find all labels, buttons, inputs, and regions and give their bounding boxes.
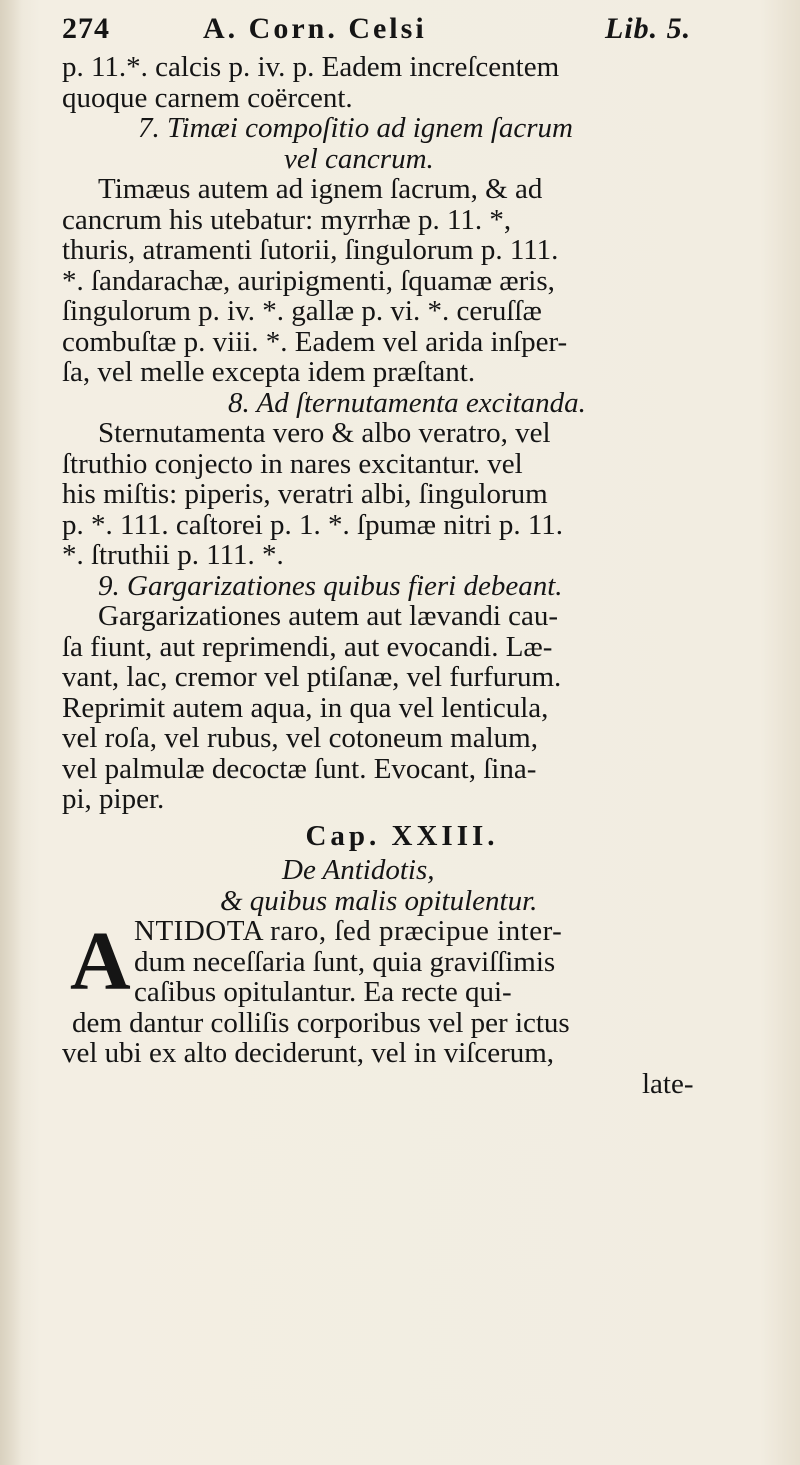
- page-number: 274: [62, 12, 110, 45]
- text-line: his miſtis: piperis, veratri albi, ſingulorum: [62, 478, 548, 510]
- text-line: *. ſtruthii p. 111. *.: [62, 539, 284, 571]
- text-line: cancrum his utebatur: myrrhæ p. 11. *,: [62, 203, 512, 236]
- chapter-opening: [62, 916, 800, 1008]
- text-line: combuſtæ p. viii. *. Eadem vel arida inſper-: [62, 325, 568, 358]
- text-line: Timæus autem ad ignem ſacrum, & ad: [98, 173, 543, 205]
- text-line: vel palmulæ decoctæ ſunt. Evocant, ſina-: [62, 752, 537, 785]
- text-line: vel roſa, vel rubus, vel cotoneum malum,: [62, 722, 538, 754]
- text-line: ſa, vel melle excepta idem præſtant.: [62, 356, 476, 388]
- section-heading-7: 7. Timæi compoſitio ad ignem ſacrum: [138, 112, 573, 144]
- text-line: Gargarizationes autem aut lævandi cau-: [98, 600, 559, 632]
- catchword: late-: [642, 1067, 694, 1100]
- text-line: dum neceſſaria ſunt, quia graviſſimis: [134, 945, 556, 978]
- text-line: ſingulorum p. iv. *. gallæ p. vi. *. ceruſſæ: [62, 295, 542, 327]
- book-number: Lib. 5.: [605, 12, 692, 45]
- chapter-heading: Cap. XXIII.: [305, 819, 499, 852]
- chapter-title-line-2: & quibus malis opitulentur.: [220, 884, 538, 917]
- text-line: p. 11.*. calcis p. iv. p. Eadem increſcentem: [62, 51, 560, 83]
- text-line: pi, piper.: [62, 783, 165, 815]
- text-line: Sternutamenta vero & albo veratro, vel: [98, 417, 551, 449]
- text-line: vel ubi ex alto deciderunt, vel in viſcerum,: [62, 1037, 555, 1069]
- text-line: vant, lac, cremor vel ptiſanæ, vel furfurum.: [62, 661, 562, 693]
- drop-cap: A: [70, 915, 131, 1008]
- chapter-title-line-1: De Antidotis,: [282, 854, 435, 886]
- text-line: thuris, atramenti ſutorii, ſingulorum p. 111.: [62, 234, 559, 266]
- text-line: Reprimit autem aqua, in qua vel lenticula,: [62, 691, 549, 724]
- section-heading-7-cont: vel cancrum.: [284, 142, 434, 175]
- text-line: p. *. 111. caſtorei p. 1. *. ſpumæ nitri p. 11.: [62, 508, 564, 541]
- text-line: NTIDOTA raro, ſed præcipue inter-: [134, 915, 563, 947]
- text-line: quoque carnem coërcent.: [62, 81, 353, 114]
- section-heading-8: 8. Ad ſternutamenta excitanda.: [228, 386, 586, 419]
- text-line: ſa fiunt, aut reprimendi, aut evocandi. Læ-: [62, 630, 553, 663]
- running-title: A. Corn. Celsi: [203, 12, 427, 45]
- page-gutter-shadow: [0, 0, 22, 1465]
- page-text: [62, 40, 800, 1099]
- text-line: caſibus opitulantur. Ea recte qui-: [134, 976, 512, 1008]
- text-line: ſtruthio conjecto in nares excitantur. vel: [62, 447, 523, 480]
- text-line: dem dantur colliſis corporibus vel per ictus: [72, 1006, 570, 1039]
- section-heading-9: 9. Gargarizationes quibus fieri debeant.: [98, 569, 563, 602]
- text-line: *. ſandarachæ, auripigmenti, ſquamæ æris,: [62, 264, 555, 297]
